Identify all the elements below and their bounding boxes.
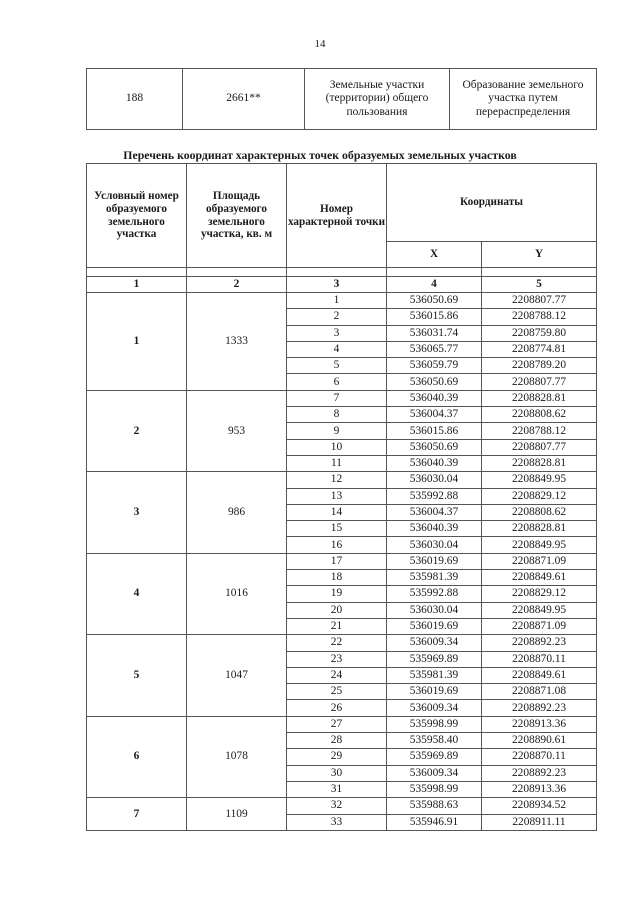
coordinates-body [87,293,597,831]
x-coordinate-cell: 536030.04 [387,537,482,553]
x-coordinate-cell: 536040.39 [387,455,482,471]
page-number: 14 [314,38,326,50]
header-parcel-number: Условный номер образуемого земельного участка [87,164,187,268]
point-number-cell: 14 [287,504,387,520]
x-coordinate-cell: 535992.88 [387,586,482,602]
x-coordinate-cell: 535998.99 [387,781,482,797]
x-coordinate-cell: 536050.69 [387,293,482,309]
x-coordinate-cell: 536030.04 [387,472,482,488]
y-coordinate-cell: 2208788.12 [482,423,597,439]
y-coordinate-cell: 2208828.81 [482,390,597,406]
point-number-cell: 22 [287,635,387,651]
header-area: Площадь образуемого земельного участка, кв. м [187,164,287,268]
parcel-area-cell: 1078 [187,716,287,797]
coordinates-table [86,163,597,831]
y-coordinate-cell: 2208890.61 [482,733,597,749]
point-number-cell: 18 [287,570,387,586]
y-coordinate-cell: 2208849.95 [482,602,597,618]
y-coordinate-cell: 2208913.36 [482,716,597,732]
point-number-cell: 6 [287,374,387,390]
parcel-area-cell: 1047 [187,635,287,716]
column-number: 3 [287,277,387,293]
point-number-cell: 13 [287,488,387,504]
x-coordinate-cell: 536030.04 [387,602,482,618]
x-coordinate-cell: 535992.88 [387,488,482,504]
parcel-number-cell: 6 [87,716,187,797]
y-coordinate-cell: 2208849.61 [482,667,597,683]
point-number-cell: 24 [287,667,387,683]
x-coordinate-cell: 536009.34 [387,765,482,781]
row-number: 188 [87,69,183,130]
x-coordinate-cell: 536004.37 [387,504,482,520]
y-coordinate-cell: 2208808.62 [482,407,597,423]
y-coordinate-cell: 2208849.95 [482,472,597,488]
y-coordinate-cell: 2208849.61 [482,570,597,586]
y-coordinate-cell: 2208934.52 [482,798,597,814]
x-coordinate-cell: 535969.89 [387,651,482,667]
point-number-cell: 4 [287,341,387,357]
x-coordinate-cell: 536019.69 [387,684,482,700]
point-number-cell: 10 [287,439,387,455]
y-coordinate-cell: 2208871.09 [482,618,597,634]
column-number: 2 [187,277,287,293]
point-number-cell: 15 [287,521,387,537]
point-number-cell: 16 [287,537,387,553]
column-numbers-row [87,277,597,293]
parcel-area-cell: 953 [187,390,287,471]
point-number-cell: 31 [287,781,387,797]
y-coordinate-cell: 2208871.09 [482,553,597,569]
point-number-cell: 2 [287,309,387,325]
point-number-cell: 26 [287,700,387,716]
row-area: 2661** [183,69,305,130]
point-number-cell: 27 [287,716,387,732]
y-coordinate-cell: 2208870.11 [482,651,597,667]
header-y: Y [482,242,597,268]
y-coordinate-cell: 2208807.77 [482,374,597,390]
point-number-cell: 19 [287,586,387,602]
x-coordinate-cell: 536059.79 [387,358,482,374]
y-coordinate-cell: 2208849.95 [482,537,597,553]
x-coordinate-cell: 536009.34 [387,700,482,716]
parcel-number-cell: 1 [87,293,187,391]
column-number: 4 [387,277,482,293]
parcel-area-cell: 1109 [187,798,287,831]
y-coordinate-cell: 2208892.23 [482,700,597,716]
x-coordinate-cell: 536050.69 [387,374,482,390]
point-number-cell: 1 [287,293,387,309]
x-coordinate-cell: 536015.86 [387,423,482,439]
x-coordinate-cell: 536004.37 [387,407,482,423]
point-number-cell: 33 [287,814,387,830]
parcel-number-cell: 3 [87,472,187,553]
x-coordinate-cell: 536015.86 [387,309,482,325]
x-coordinate-cell: 535988.63 [387,798,482,814]
x-coordinate-cell: 536065.77 [387,341,482,357]
parcel-number-cell: 4 [87,553,187,634]
x-coordinate-cell: 536019.69 [387,618,482,634]
y-coordinate-cell: 2208788.12 [482,309,597,325]
table-row [87,293,597,309]
table-row [87,635,597,651]
parcel-area-cell: 1333 [187,293,287,391]
y-coordinate-cell: 2208828.81 [482,455,597,471]
y-coordinate-cell: 2208892.23 [482,765,597,781]
x-coordinate-cell: 535998.99 [387,716,482,732]
x-coordinate-cell: 536009.34 [387,635,482,651]
table-row [87,69,597,130]
row-category: Земельные участки (территории) общего пользования [305,69,450,130]
column-number: 1 [87,277,187,293]
x-coordinate-cell: 535969.89 [387,749,482,765]
point-number-cell: 17 [287,553,387,569]
point-number-cell: 29 [287,749,387,765]
x-coordinate-cell: 536040.39 [387,390,482,406]
y-coordinate-cell: 2208774.81 [482,341,597,357]
point-number-cell: 9 [287,423,387,439]
point-number-cell: 11 [287,455,387,471]
previous-table-fragment [86,68,597,130]
y-coordinate-cell: 2208807.77 [482,439,597,455]
point-number-cell: 23 [287,651,387,667]
parcel-number-cell: 2 [87,390,187,471]
y-coordinate-cell: 2208892.23 [482,635,597,651]
y-coordinate-cell: 2208789.20 [482,358,597,374]
y-coordinate-cell: 2208913.36 [482,781,597,797]
y-coordinate-cell: 2208828.81 [482,521,597,537]
list-title: Перечень координат характерных точек образуемых земельных участков [123,148,517,162]
point-number-cell: 5 [287,358,387,374]
table-row [87,553,597,569]
point-number-cell: 28 [287,733,387,749]
y-coordinate-cell: 2208829.12 [482,488,597,504]
parcel-area-cell: 1016 [187,553,287,634]
point-number-cell: 12 [287,472,387,488]
y-coordinate-cell: 2208807.77 [482,293,597,309]
spacer-row [87,268,597,277]
x-coordinate-cell: 536019.69 [387,553,482,569]
y-coordinate-cell: 2208870.11 [482,749,597,765]
point-number-cell: 20 [287,602,387,618]
y-coordinate-cell: 2208808.62 [482,504,597,520]
header-row [87,164,597,242]
y-coordinate-cell: 2208829.12 [482,586,597,602]
row-formation-method: Образование земельного участка путем перераспределения [450,69,597,130]
table-row [87,472,597,488]
x-coordinate-cell: 536050.69 [387,439,482,455]
point-number-cell: 7 [287,390,387,406]
point-number-cell: 8 [287,407,387,423]
x-coordinate-cell: 535981.39 [387,570,482,586]
parcel-number-cell: 7 [87,798,187,831]
header-coordinates: Координаты [387,164,597,242]
parcel-area-cell: 986 [187,472,287,553]
point-number-cell: 32 [287,798,387,814]
point-number-cell: 25 [287,684,387,700]
header-point-number: Номер характерной точки [287,164,387,268]
x-coordinate-cell: 535981.39 [387,667,482,683]
y-coordinate-cell: 2208759.80 [482,325,597,341]
table-row [87,716,597,732]
parcel-number-cell: 5 [87,635,187,716]
point-number-cell: 21 [287,618,387,634]
header-x: X [387,242,482,268]
x-coordinate-cell: 535946.91 [387,814,482,830]
point-number-cell: 3 [287,325,387,341]
point-number-cell: 30 [287,765,387,781]
y-coordinate-cell: 2208871.08 [482,684,597,700]
table-row [87,390,597,406]
table-row [87,798,597,814]
x-coordinate-cell: 536040.39 [387,521,482,537]
column-number: 5 [482,277,597,293]
x-coordinate-cell: 536031.74 [387,325,482,341]
y-coordinate-cell: 2208911.11 [482,814,597,830]
x-coordinate-cell: 535958.40 [387,733,482,749]
